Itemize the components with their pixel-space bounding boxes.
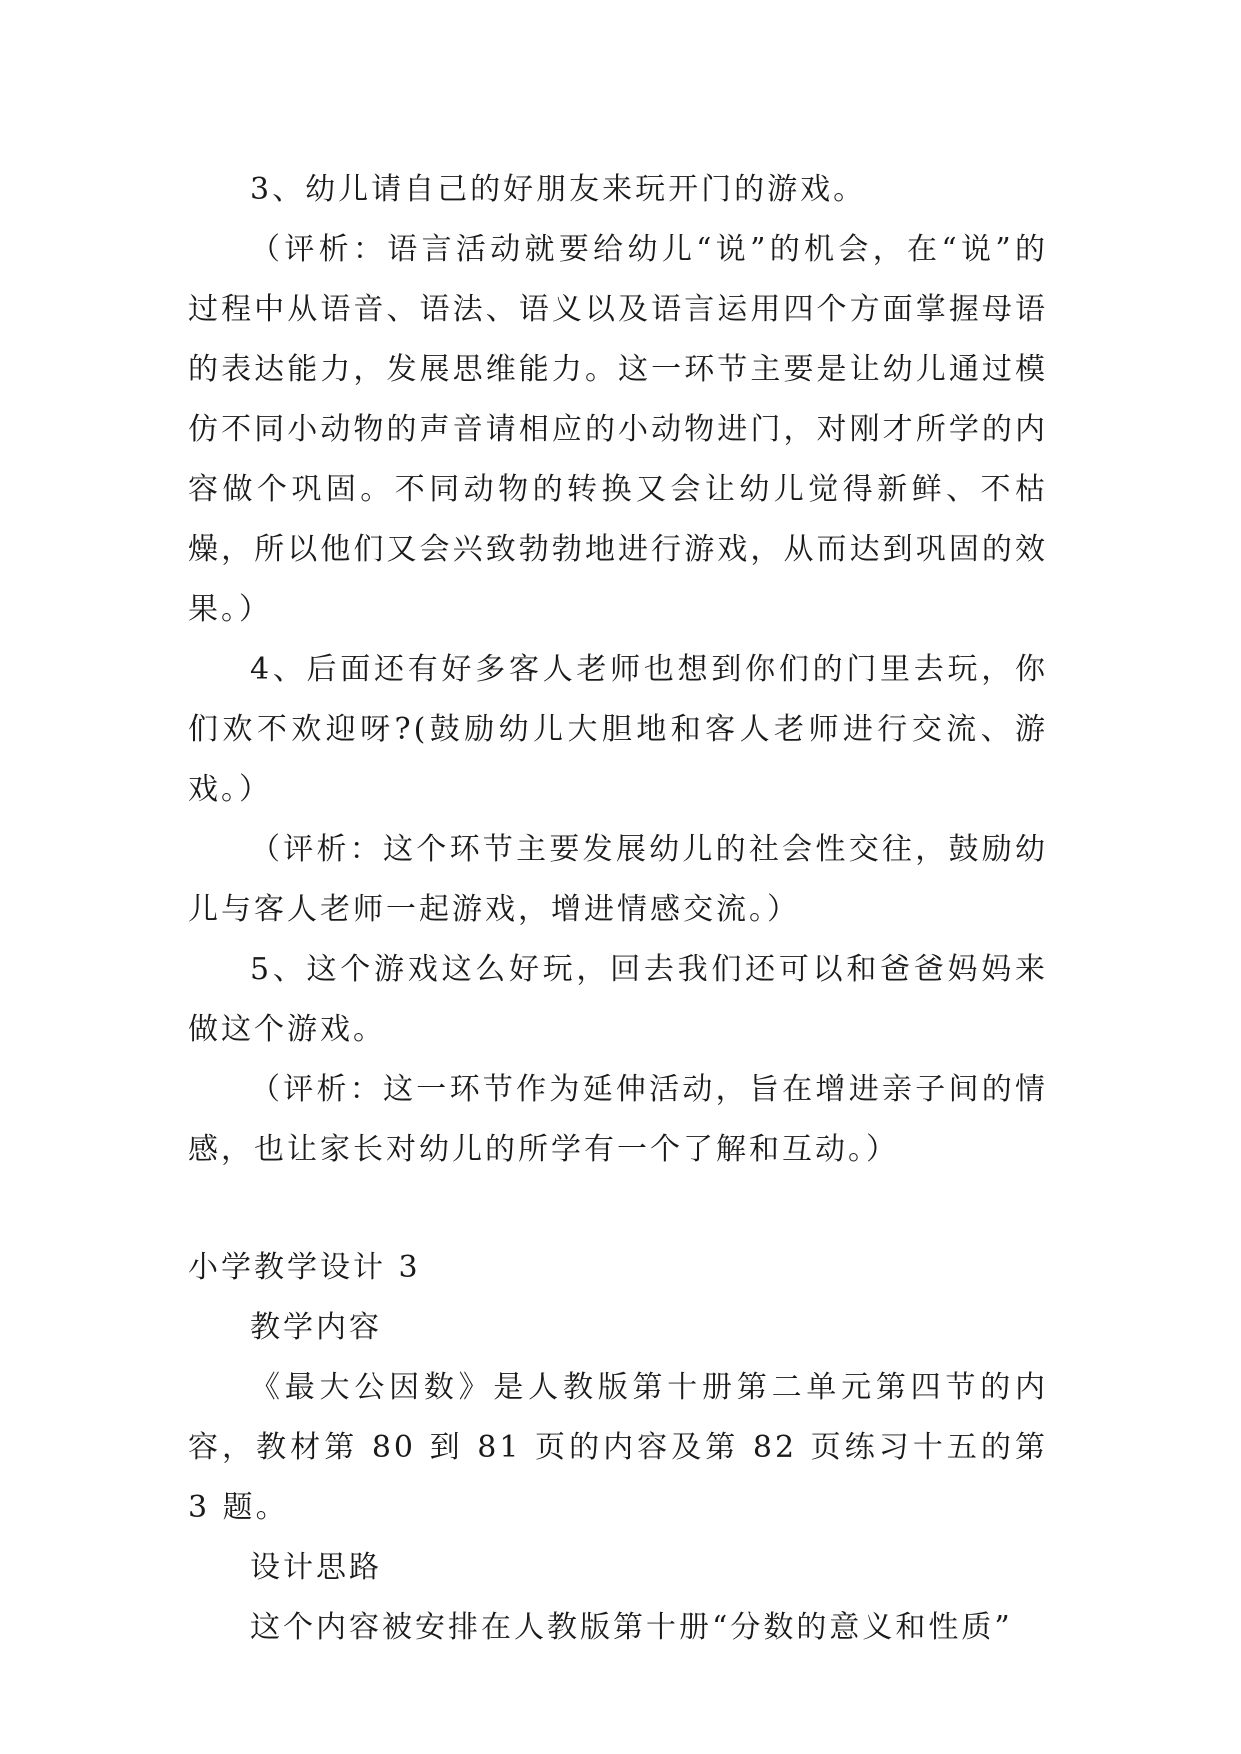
- paragraph-step-5: 5、这个游戏这么好玩，回去我们还可以和爸爸妈妈来做这个游戏。: [188, 952, 1048, 1047]
- paragraph-step-4: 4、后面还有好多客人老师也想到你们的门里去玩，你们欢不欢迎呀?(鼓励幼儿大胆地和客人老师进行交流、游戏。）: [188, 652, 1048, 807]
- paragraph-analysis-2: （评析：这个环节主要发展幼儿的社会性交往，鼓励幼儿与客人老师一起游戏，增进情感交流。）: [188, 832, 1048, 927]
- section-title: 小学教学设计 3: [188, 1250, 421, 1285]
- paragraph-teaching-content: 《最大公因数》是人教版第十册第二单元第四节的内容，教材第 80 到 81 页的内容及第 82 页练习十五的第 3 题。: [188, 1370, 1048, 1525]
- paragraph-analysis-1: （评析：语言活动就要给幼儿“说”的机会，在“说”的过程中从语音、语法、语义以及语言运用四个方面掌握母语的表达能力，发展思维能力。这一环节主要是让幼儿通过模仿不同小动物的声音请相应的小动物进门，对刚才所学的内容做个巩固。不同动物的转换又会让幼儿觉得新鲜、不枯燥，所以他们又会兴致勃勃地进行游戏，从而达到巩固的效果。）: [188, 232, 1048, 627]
- paragraph-step-3: 3、幼儿请自己的好朋友来玩开门的游戏。: [250, 172, 867, 207]
- heading-teaching-content: 教学内容: [250, 1310, 382, 1345]
- document-body: [188, 160, 1048, 1658]
- section-gap: [188, 1180, 1048, 1238]
- heading-design-idea: 设计思路: [250, 1550, 382, 1585]
- paragraph-design-idea: 这个内容被安排在人教版第十册“分数的意义和性质”: [250, 1610, 1013, 1645]
- paragraph-analysis-3: （评析：这一环节作为延伸活动，旨在增进亲子间的情感，也让家长对幼儿的所学有一个了解和互动。）: [188, 1072, 1048, 1167]
